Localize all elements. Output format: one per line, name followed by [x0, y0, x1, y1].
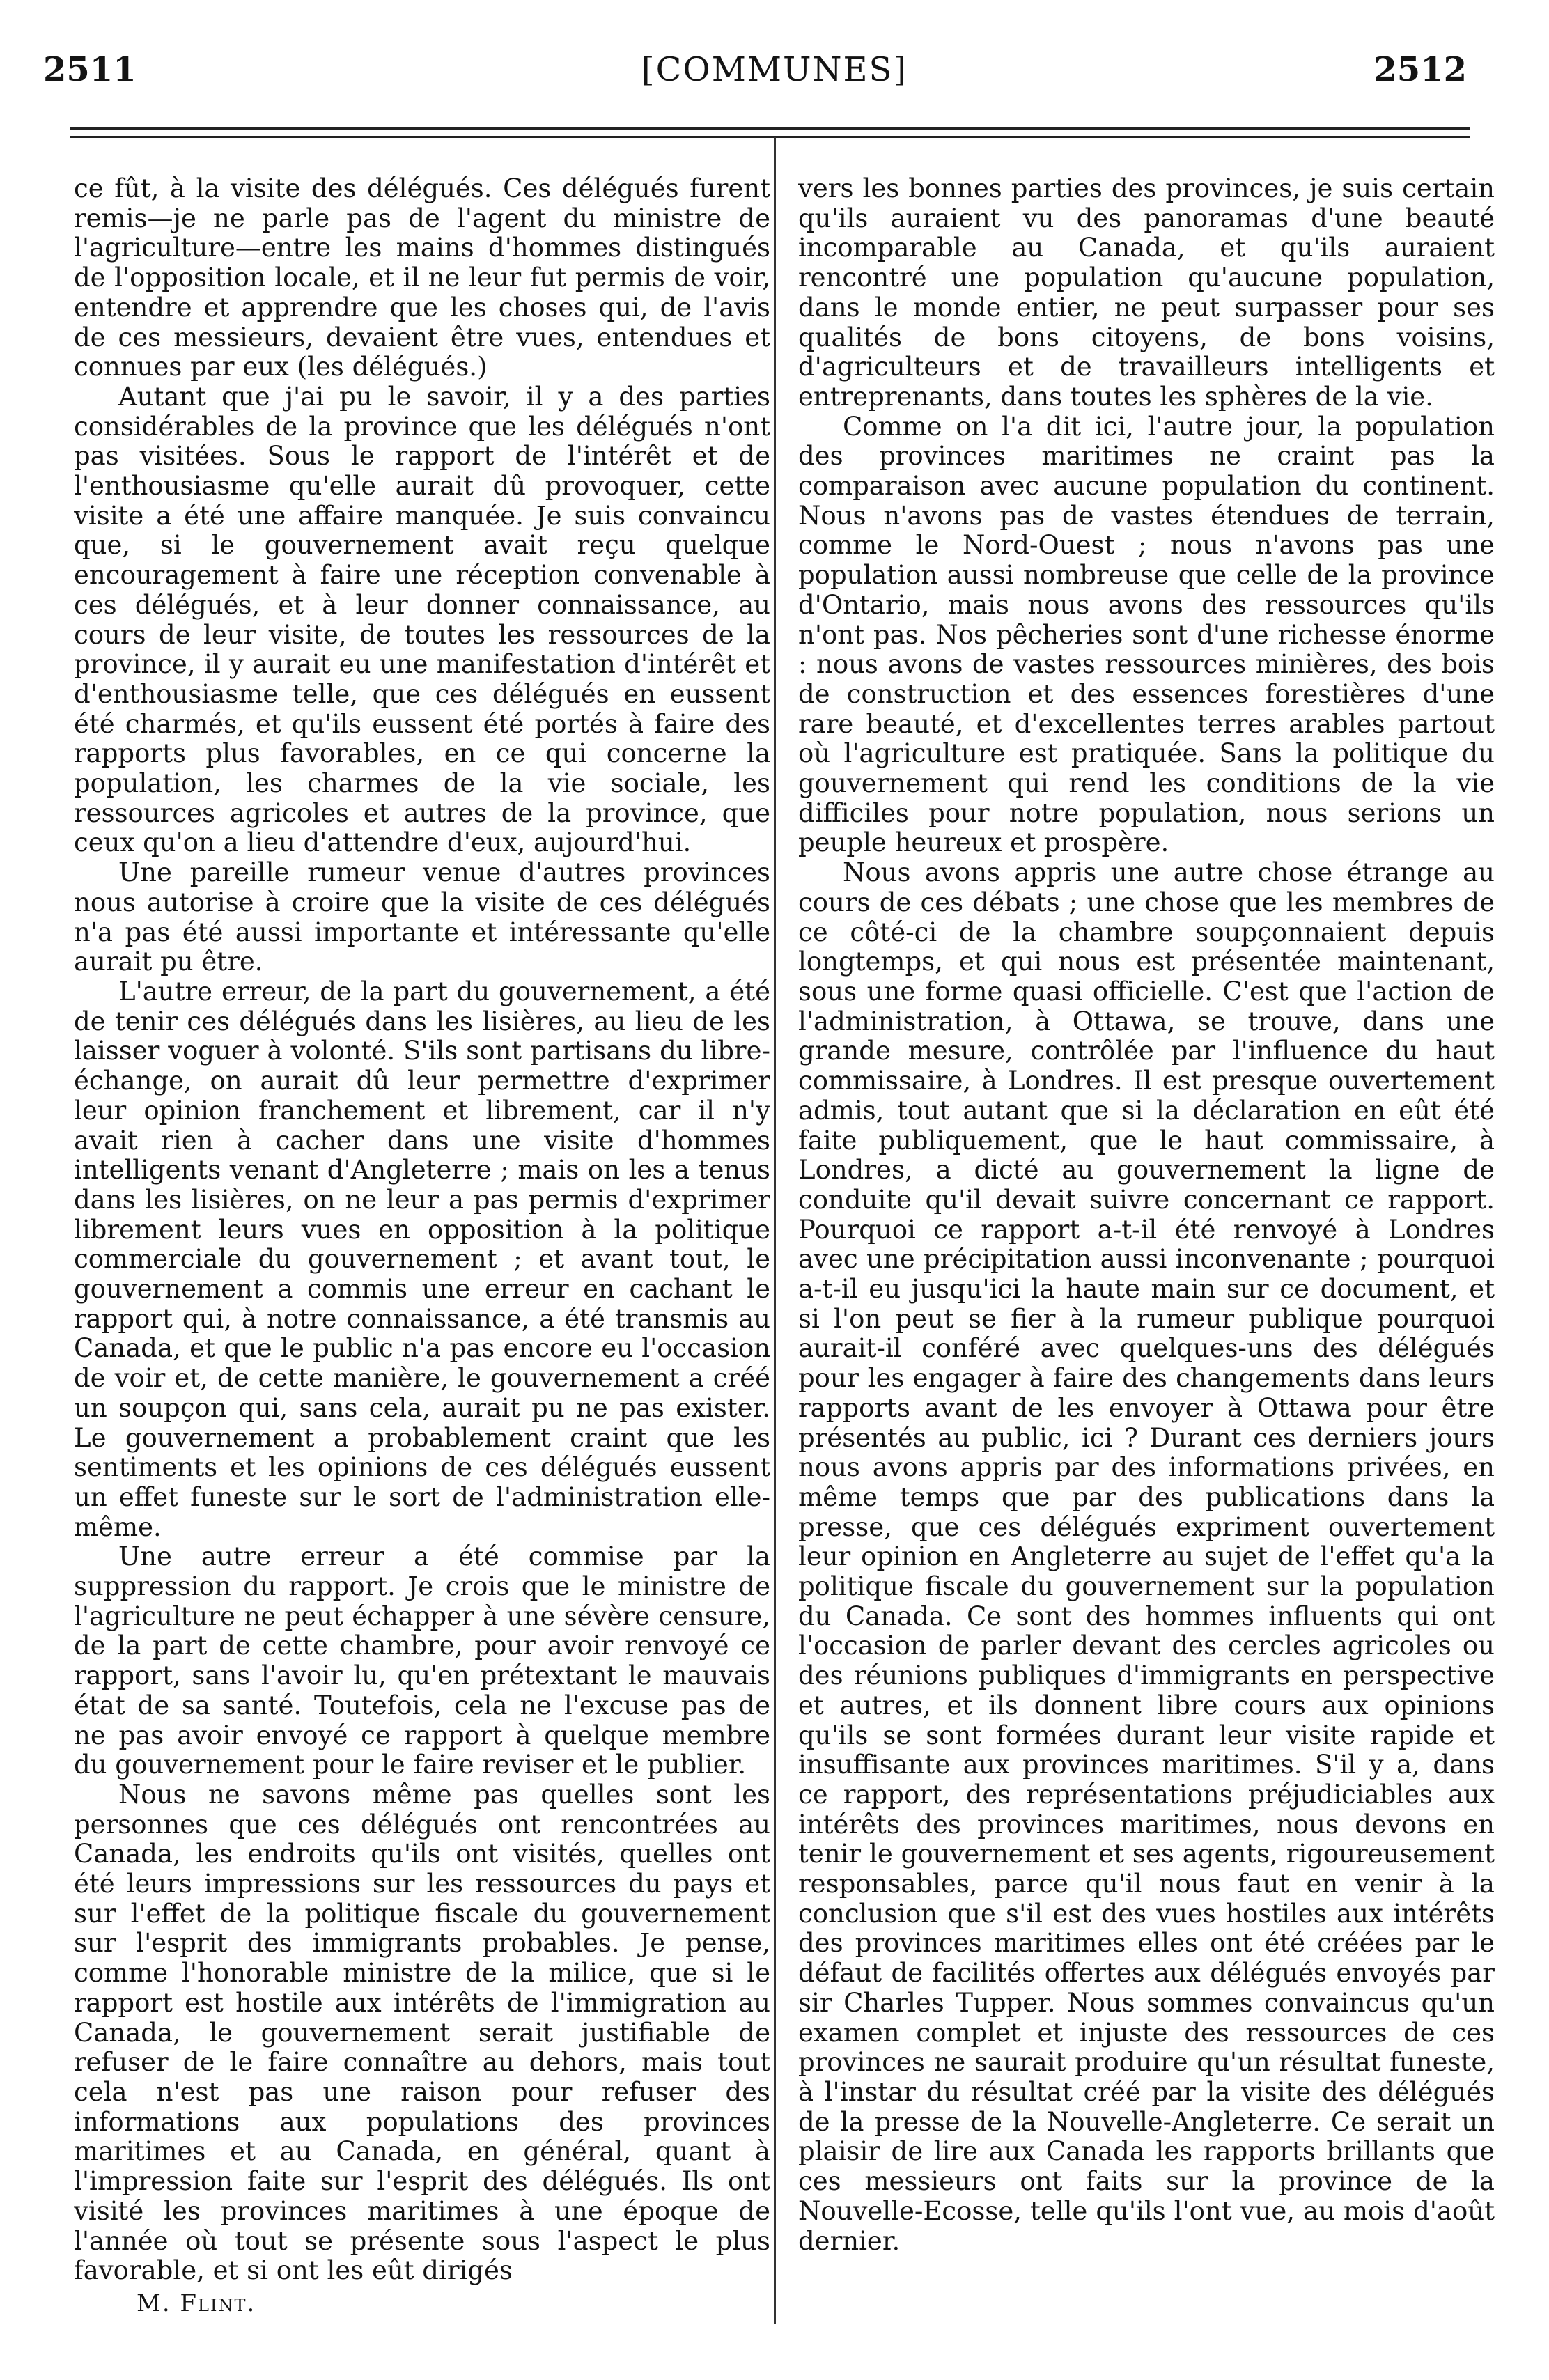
page-number-left: 2511 [43, 50, 137, 89]
paragraph: Une pareille rumeur venue d'autres provinces nous autorise à croire que la visite de ces délégués n'a pas été aussi importante et intéressante qu'elle aurait pu être. [74, 857, 770, 977]
speaker-attribution: M. Flint. [137, 2289, 256, 2317]
paragraph: L'autre erreur, de la part du gouvernement, a été de tenir ces délégués dans les lisières, au lieu de les laisser voguer à volonté. S'ils sont partisans du libre-échange, on aurait dû leur permettre d'exprimer leur opinion franchement et librement, car il n'y avait rien à cacher dans une visite d'hommes intelligents venant d'Angleterre ; mais on les a tenus dans les lisières, on ne leur a pas permis d'exprimer librement leurs vues en opposition à la politique commerciale du gouvernement ; et avant tout, le gouvernement a commis une erreur en cachant le rapport qui, à notre connaissance, a été transmis au Canada, et que le public n'a pas encore eu l'occasion de voir et, de cette manière, le gouvernement a créé un soupçon qui, sans cela, aurait pu ne pas exister. Le gouvernement a probablement craint que les sentiments et les opinions de ces délégués eussent un effet funeste sur le sort de l'administration elle-même. [74, 976, 770, 1542]
paragraph: vers les bonnes parties des provinces, je suis certain qu'ils auraient vu des panoramas d'une beauté incomparable au Canada, et qu'ils auraient rencontré une population qu'aucune population, dans le monde entier, ne peut surpasser pour ses qualités de bons citoyens, de bons voisins, d'agriculteurs et de travailleurs intelligents et entreprenants, dans toutes les sphères de la vie. [798, 174, 1495, 412]
paragraph: Une autre erreur a été commise par la suppression du rapport. Je crois que le ministre de l'agriculture ne peut échapper à une sévère censure, de la part de cette chambre, pour avoir renvoyé ce rapport, sans l'avoir lu, qu'en prétextant le mauvais état de sa santé. Toutefois, cela ne l'excuse pas de ne pas avoir envoyé ce rapport à quelque membre du gouvernement pour le faire reviser et le publier. [74, 1541, 770, 1780]
right-column [798, 174, 1495, 2347]
column-divider [775, 137, 776, 2324]
running-header [0, 42, 1549, 98]
paragraph: Nous ne savons même pas quelles sont les personnes que ces délégués ont rencontrées au Canada, les endroits qu'ils ont visités, quelles ont été leurs impressions sur les ressources du pays et sur l'effet de la politique fiscale du gouvernement sur l'esprit des immigrants probables. Je pense, comme l'honorable ministre de la milice, que si le rapport est hostile aux intérêts de l'immigration au Canada, le gouvernement serait justifiable de refuser de le faire connaître au dehors, mais tout cela n'est pas une raison pour refuser des informations aux populations des provinces maritimes et au Canada, en général, quant à l'impression faite sur l'esprit des délégués. Ils ont visité les provinces maritimes à une époque de l'année où tout se présente sous l'aspect le plus favorable, et si ont les eût dirigés [74, 1779, 770, 2286]
header-rule-bottom [70, 136, 1470, 138]
running-title: [COMMUNES] [641, 50, 908, 89]
paragraph: Comme on l'a dit ici, l'autre jour, la population des provinces maritimes ne craint pas la comparaison avec aucune population du continent. Nous n'avons pas de vastes étendues de terrain, comme le Nord-Ouest ; nous n'avons pas une population aussi nombreuse que celle de la province d'Ontario, mais nous avons des ressources qu'ils n'ont pas. Nos pêcheries sont d'une richesse énorme : nous avons de vastes ressources minières, des bois de construction et des essences forestières d'une rare beauté, et d'excellentes terres arables partout où l'agriculture est pratiquée. Sans la politique du gouvernement qui rend les conditions de la vie difficiles pour notre population, nous serions un peuple heureux et prospère. [798, 411, 1495, 858]
left-column [74, 174, 770, 2347]
paragraph: Autant que j'ai pu le savoir, il y a des parties considérables de la province que les délégués n'ont pas visitées. Sous le rapport de l'intérêt et de l'enthousiasme qu'elle aurait dû provoquer, cette visite a été une affaire manquée. Je suis convaincu que, si le gouvernement avait reçu quelque encouragement à faire une réception convenable à ces délégués, et à leur donner connaissance, au cours de leur visite, de toutes les ressources de la province, il y aurait eu une manifestation d'intérêt et d'enthousiasme telle, que ces délégués en eussent été charmés, et qu'ils eussent été portés à faire des rapports plus favorables, en ce qui concerne la population, les charmes de la vie sociale, les ressources agricoles et autres de la province, que ceux qu'on a lieu d'attendre d'eux, aujourd'hui. [74, 381, 770, 858]
page-number-right: 2512 [1373, 50, 1467, 89]
paragraph: ce fût, à la visite des délégués. Ces délégués furent remis—je ne parle pas de l'agent du ministre de l'agriculture—entre les mains d'hommes distingués de l'opposition locale, et il ne leur fut permis de voir, entendre et apprendre que les choses qui, de l'avis de ces messieurs, devaient être vues, entendues et connues par eux (les délégués.) [74, 174, 770, 382]
paragraph: Nous avons appris une autre chose étrange au cours de ces débats ; une chose que les membres de ce côté-ci de la chambre soupçonnaient depuis longtemps, et qui nous est présentée maintenant, sous une forme quasi officielle. C'est que l'action de l'administration, à Ottawa, se trouve, dans une grande mesure, contrôlée par l'influence du haut commissaire, à Londres. Il est presque ouvertement admis, tout autant que si la déclaration en eût été faite publiquement, que le haut commissaire, à Londres, a dicté au gouvernement la ligne de conduite qu'il devait suivre concernant ce rapport. Pourquoi ce rapport a-t-il été renvoyé à Londres avec une précipitation aussi inconvenante ; pourquoi a-t-il eu jusqu'ici la haute main sur ce document, et si l'on peut se fier à la rumeur publique pourquoi aurait-il conféré avec quelques-uns des délégués pour les engager à faire des changements dans leurs rapports avant de les envoyer à Ottawa pour être présentés au public, ici ? Durant ces derniers jours nous avons appris par des informations privées, en même temps que par des publications dans la presse, que ces délégués expriment ouvertement leur opinion en Angleterre au sujet de l'effet qu'a la politique fiscale du gouvernement sur la population du Canada. Ce sont des hommes influents qui ont l'occasion de parler devant des cercles agricoles ou des réunions publiques d'immigrants en perspective et autres, et ils donnent libre cours aux opinions qu'ils se sont formées durant leur visite rapide et insuffisante aux provinces maritimes. S'il y a, dans ce rapport, des représentations préjudiciables aux intérêts des provinces maritimes, nous devons en tenir le gouvernement et ses agents, rigoureusement responsables, parce qu'il nous faut en venir à la conclusion que s'il est des vues hostiles aux intérêts des provinces maritimes elles ont été créées par le défaut de facilités offertes aux délégués envoyés par sir Charles Tupper. Nous sommes convaincus qu'un examen complet et injuste des ressources de ces provinces ne saurait produire qu'un résultat funeste, à l'instar du résultat créé par la visite des délégués de la presse de la Nouvelle-Angleterre. Ce serait un plaisir de lire aux Canada les rapports brillants que ces messieurs ont faits sur la province de la Nouvelle-Ecosse, telle qu'ils l'ont vue, au mois d'août dernier. [798, 857, 1495, 2256]
header-rule-top [70, 127, 1470, 130]
